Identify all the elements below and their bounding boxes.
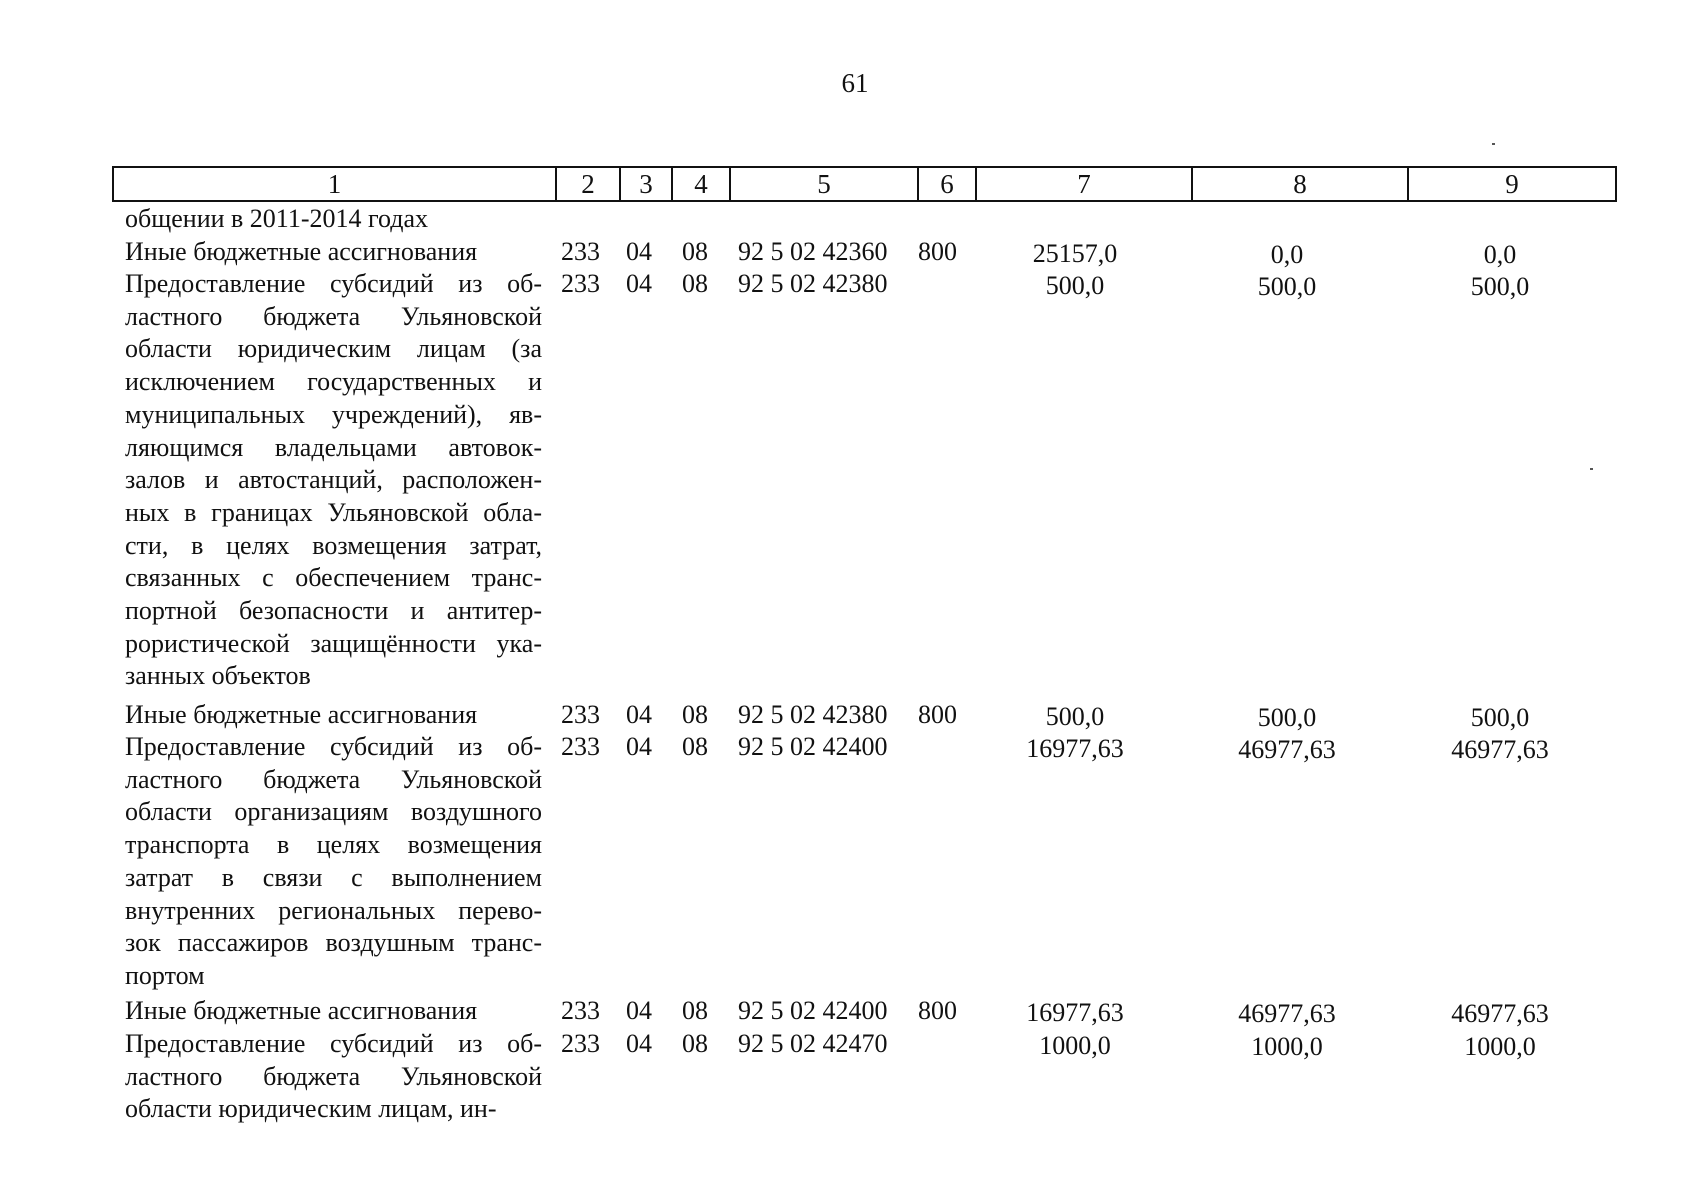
header-col-4: 4 [672,167,730,201]
row-description [125,236,542,269]
description-line: Предоставление субсидий из об- [125,1029,542,1058]
amount-col-9: 500,0 [1470,272,1530,301]
description-line: транспорта в целях возмещения [125,830,542,860]
header-col-3: 3 [620,167,672,201]
amount-col-7: 500,0 [1045,271,1105,300]
code-col-4: 08 [682,732,708,761]
scan-speck [1492,143,1495,145]
column-number-header [112,166,1617,202]
amount-col-8: 0,0 [1270,240,1304,269]
description-line: ных в границах Ульяновской обла- [125,497,542,527]
amount-col-7: 25157,0 [1032,239,1118,268]
code-col-3: 04 [626,996,652,1025]
amount-col-9: 0,0 [1483,240,1517,269]
amount-col-9: 500,0 [1470,703,1530,732]
code-col-4: 08 [682,269,708,298]
amount-col-8: 46977,63 [1238,735,1336,764]
code-col-4: 08 [682,700,708,729]
code-col-6: 800 [918,237,957,266]
page-number: 61 [841,68,869,98]
code-col-3: 04 [626,237,652,266]
description-line: затрат в связи с выполнением [125,862,542,892]
description-line: рористической защищённости ука- [125,628,542,658]
description-line: ляющимся владельцами автовок- [125,432,542,462]
code-col-2: 233 [561,269,600,298]
code-col-5: 92 5 02 42470 [738,1029,888,1058]
code-col-4: 08 [682,1029,708,1058]
row-description [125,731,542,993]
code-col-3: 04 [626,700,652,729]
header-col-8: 8 [1192,167,1408,201]
amount-col-9: 46977,63 [1451,999,1549,1028]
header-col-7: 7 [976,167,1192,201]
code-col-6: 800 [918,996,957,1025]
code-col-2: 233 [561,732,600,761]
description-line: ластного бюджета Ульяновской [125,1061,542,1091]
row-description [125,1028,542,1126]
amount-col-7: 500,0 [1045,702,1105,731]
amount-col-8: 46977,63 [1238,999,1336,1028]
row-description [125,995,542,1028]
header-col-6: 6 [918,167,976,201]
description-line: Иные бюджетные ассигнования [125,996,478,1025]
scan-speck [1590,468,1593,470]
description-line: занных объектов [125,661,311,691]
code-col-5: 92 5 02 42400 [738,732,888,761]
code-col-4: 08 [682,996,708,1025]
description-line: области организациям воздушного [125,797,542,827]
code-col-5: 92 5 02 42360 [738,237,888,266]
amount-col-9: 46977,63 [1451,735,1549,764]
header-col-9: 9 [1408,167,1616,201]
code-col-2: 233 [561,1029,600,1058]
amount-col-8: 500,0 [1257,703,1317,732]
header-col-5: 5 [730,167,918,201]
amount-col-8: 500,0 [1257,272,1317,301]
amount-col-8: 1000,0 [1251,1032,1323,1061]
description-line: исключением государственных и [125,367,542,397]
continued-description: общении в 2011-2014 годах [125,204,429,233]
code-col-5: 92 5 02 42380 [738,269,888,298]
description-line: муниципальных учреждений), яв- [125,399,542,429]
code-col-3: 04 [626,1029,652,1058]
amount-col-7: 1000,0 [1039,1031,1111,1060]
code-col-4: 08 [682,237,708,266]
description-line: ластного бюджета Ульяновской [125,764,542,794]
description-line: Предоставление субсидий из об- [125,269,542,298]
code-col-3: 04 [626,732,652,761]
description-line: Иные бюджетные ассигнования [125,237,478,266]
description-line: портом [125,960,205,990]
code-col-6: 800 [918,700,957,729]
amount-col-7: 16977,63 [1026,734,1124,763]
description-line: связанных с обеспечением транс- [125,563,542,593]
description-line: Предоставление субсидий из об- [125,732,542,761]
description-line: сти, в целях возмещения затрат, [125,530,542,560]
code-col-5: 92 5 02 42400 [738,996,888,1025]
header-col-2: 2 [556,167,620,201]
description-line: залов и автостанций, расположен- [125,465,542,495]
description-line: портной безопасности и антитер- [125,596,542,626]
code-col-3: 04 [626,269,652,298]
amount-col-7: 16977,63 [1026,998,1124,1027]
code-col-2: 233 [561,996,600,1025]
description-line: области юридическим лицам (за [125,334,542,364]
description-line: внутренних региональных перево- [125,895,542,925]
amount-col-9: 1000,0 [1464,1032,1536,1061]
code-col-2: 233 [561,237,600,266]
description-line: зок пассажиров воздушным транс- [125,928,542,958]
description-line: области юридическим лицам, ин- [125,1094,497,1124]
row-description [125,699,542,732]
row-description [125,268,542,693]
code-col-5: 92 5 02 42380 [738,700,888,729]
description-line: Иные бюджетные ассигнования [125,700,478,729]
description-line: ластного бюджета Ульяновской [125,301,542,331]
code-col-2: 233 [561,700,600,729]
header-col-1: 1 [113,167,556,201]
